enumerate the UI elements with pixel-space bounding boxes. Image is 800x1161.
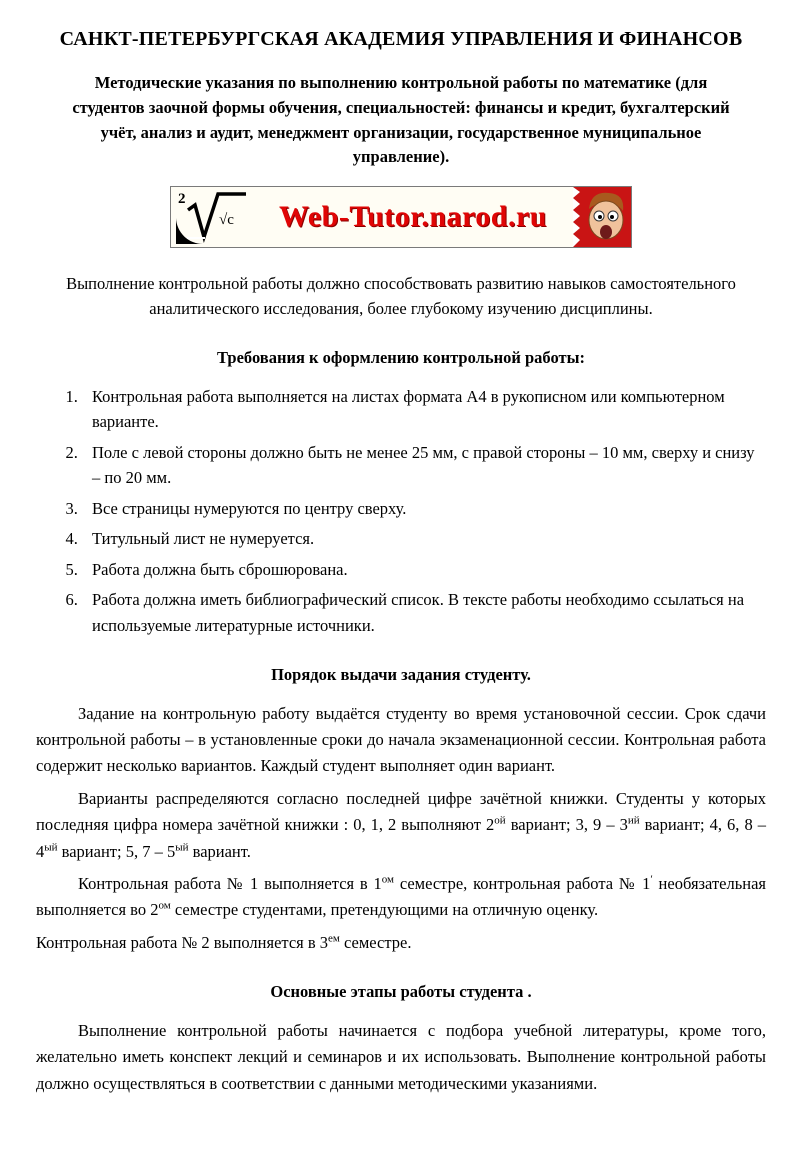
variants-paragraph	[36, 786, 766, 865]
text-run: необязательная выполняется во 2	[36, 873, 766, 920]
requirements-heading: Требования к оформлению контрольной работы:	[217, 347, 585, 367]
superscript: ый	[44, 841, 58, 854]
text-run: Варианты распределяются согласно последней цифре зачётной книжки. Студенты у которых последняя цифра номера зачётной книжки : 0, 1, 2 выполняют 2	[36, 788, 766, 835]
assignment-heading: Порядок выдачи задания студенту.	[271, 664, 531, 684]
page-title: САНКТ-ПЕТЕРБУРГСКАЯ АКАДЕМИЯ УПРАВЛЕНИЯ И ФИНАНСОВ	[59, 28, 743, 50]
text-run: вариант; 5, 7 – 5	[57, 841, 176, 861]
requirement-item: 3. Все страницы нумеруются по центру сверху.	[82, 496, 766, 522]
requirement-item: 4. Титульный лист не нумеруется.	[82, 526, 766, 552]
text-run: вариант; 4, 6, 8 – 4	[36, 815, 766, 861]
math-logo-icon	[173, 188, 253, 246]
requirement-item: 1. Контрольная работа выполняется на листах формата А4 в рукописном или компьютерном варианте.	[82, 384, 766, 435]
requirement-item: 6. Работа должна иметь библиографический список. В тексте работы необходимо ссылаться на используемые литературные источники.	[82, 587, 766, 638]
text-run: вариант; 3, 9 – 3	[505, 815, 628, 835]
svg-text:√c: √c	[219, 212, 234, 228]
superscript: ′	[650, 873, 653, 886]
work2-paragraph	[36, 930, 766, 956]
web-tutor-banner	[170, 186, 632, 248]
intro-paragraph: Выполнение контрольной работы должно способствовать развитию навыков самостоятельного аналитического исследования, более глубокому изучению дисциплины.	[66, 274, 736, 318]
superscript: ем	[328, 932, 340, 945]
superscript: ом	[158, 899, 171, 912]
text-run: вариант.	[188, 841, 251, 861]
cartoon-face-icon	[573, 187, 631, 247]
semester-paragraph	[36, 871, 766, 924]
stages-heading: Основные этапы работы студента .	[270, 982, 532, 1002]
text-run: семестре.	[339, 932, 412, 952]
requirements-list	[36, 384, 766, 639]
document-subtitle: Методические указания по выполнению контрольной работы по математике (для студентов заочной формы обучения, специальностей: финансы и кредит, бухгалтерский учёт, анализ и аудит, менеджмент организации, государственное муниципальное управление).	[72, 73, 730, 167]
requirement-item: 2. Поле с левой стороны должно быть не менее 25 мм, с правой стороны – 10 мм, сверху и снизу – по 20 мм.	[82, 440, 766, 491]
text-run: семестре студентами, претендующими на отличную оценку.	[170, 900, 599, 920]
text-run: семестре, контрольная работа № 1	[394, 873, 651, 893]
stages-paragraph: Выполнение контрольной работы начинается с подбора учебной литературы, кроме того, желательно иметь конспект лекций и семинаров и их использовать. Выполнение контрольной работы должно осуществляться в соответствии с данными методическими указаниями.	[36, 1021, 766, 1093]
text-run: Контрольная работа № 1 выполняется в 1	[78, 873, 382, 893]
superscript: ый	[175, 841, 189, 854]
svg-text:2: 2	[178, 191, 186, 207]
text-run: Контрольная работа № 2 выполняется в 3	[36, 932, 329, 952]
superscript: ий	[627, 814, 640, 827]
superscript: ой	[494, 814, 506, 827]
assignment-paragraph-1: Задание на контрольную работу выдаётся студенту во время установочной сессии. Срок сдачи контрольной работы – в установленные сроки до начала экзаменационной сессии. Контрольная работа содержит несколько вариантов. Каждый студент выполняет один вариант.	[36, 703, 766, 776]
superscript: ом	[381, 873, 395, 886]
requirement-item: 5. Работа должна быть сброшюрована.	[82, 557, 766, 583]
banner-site-name: Web-Tutor.narod.ru	[279, 200, 547, 233]
